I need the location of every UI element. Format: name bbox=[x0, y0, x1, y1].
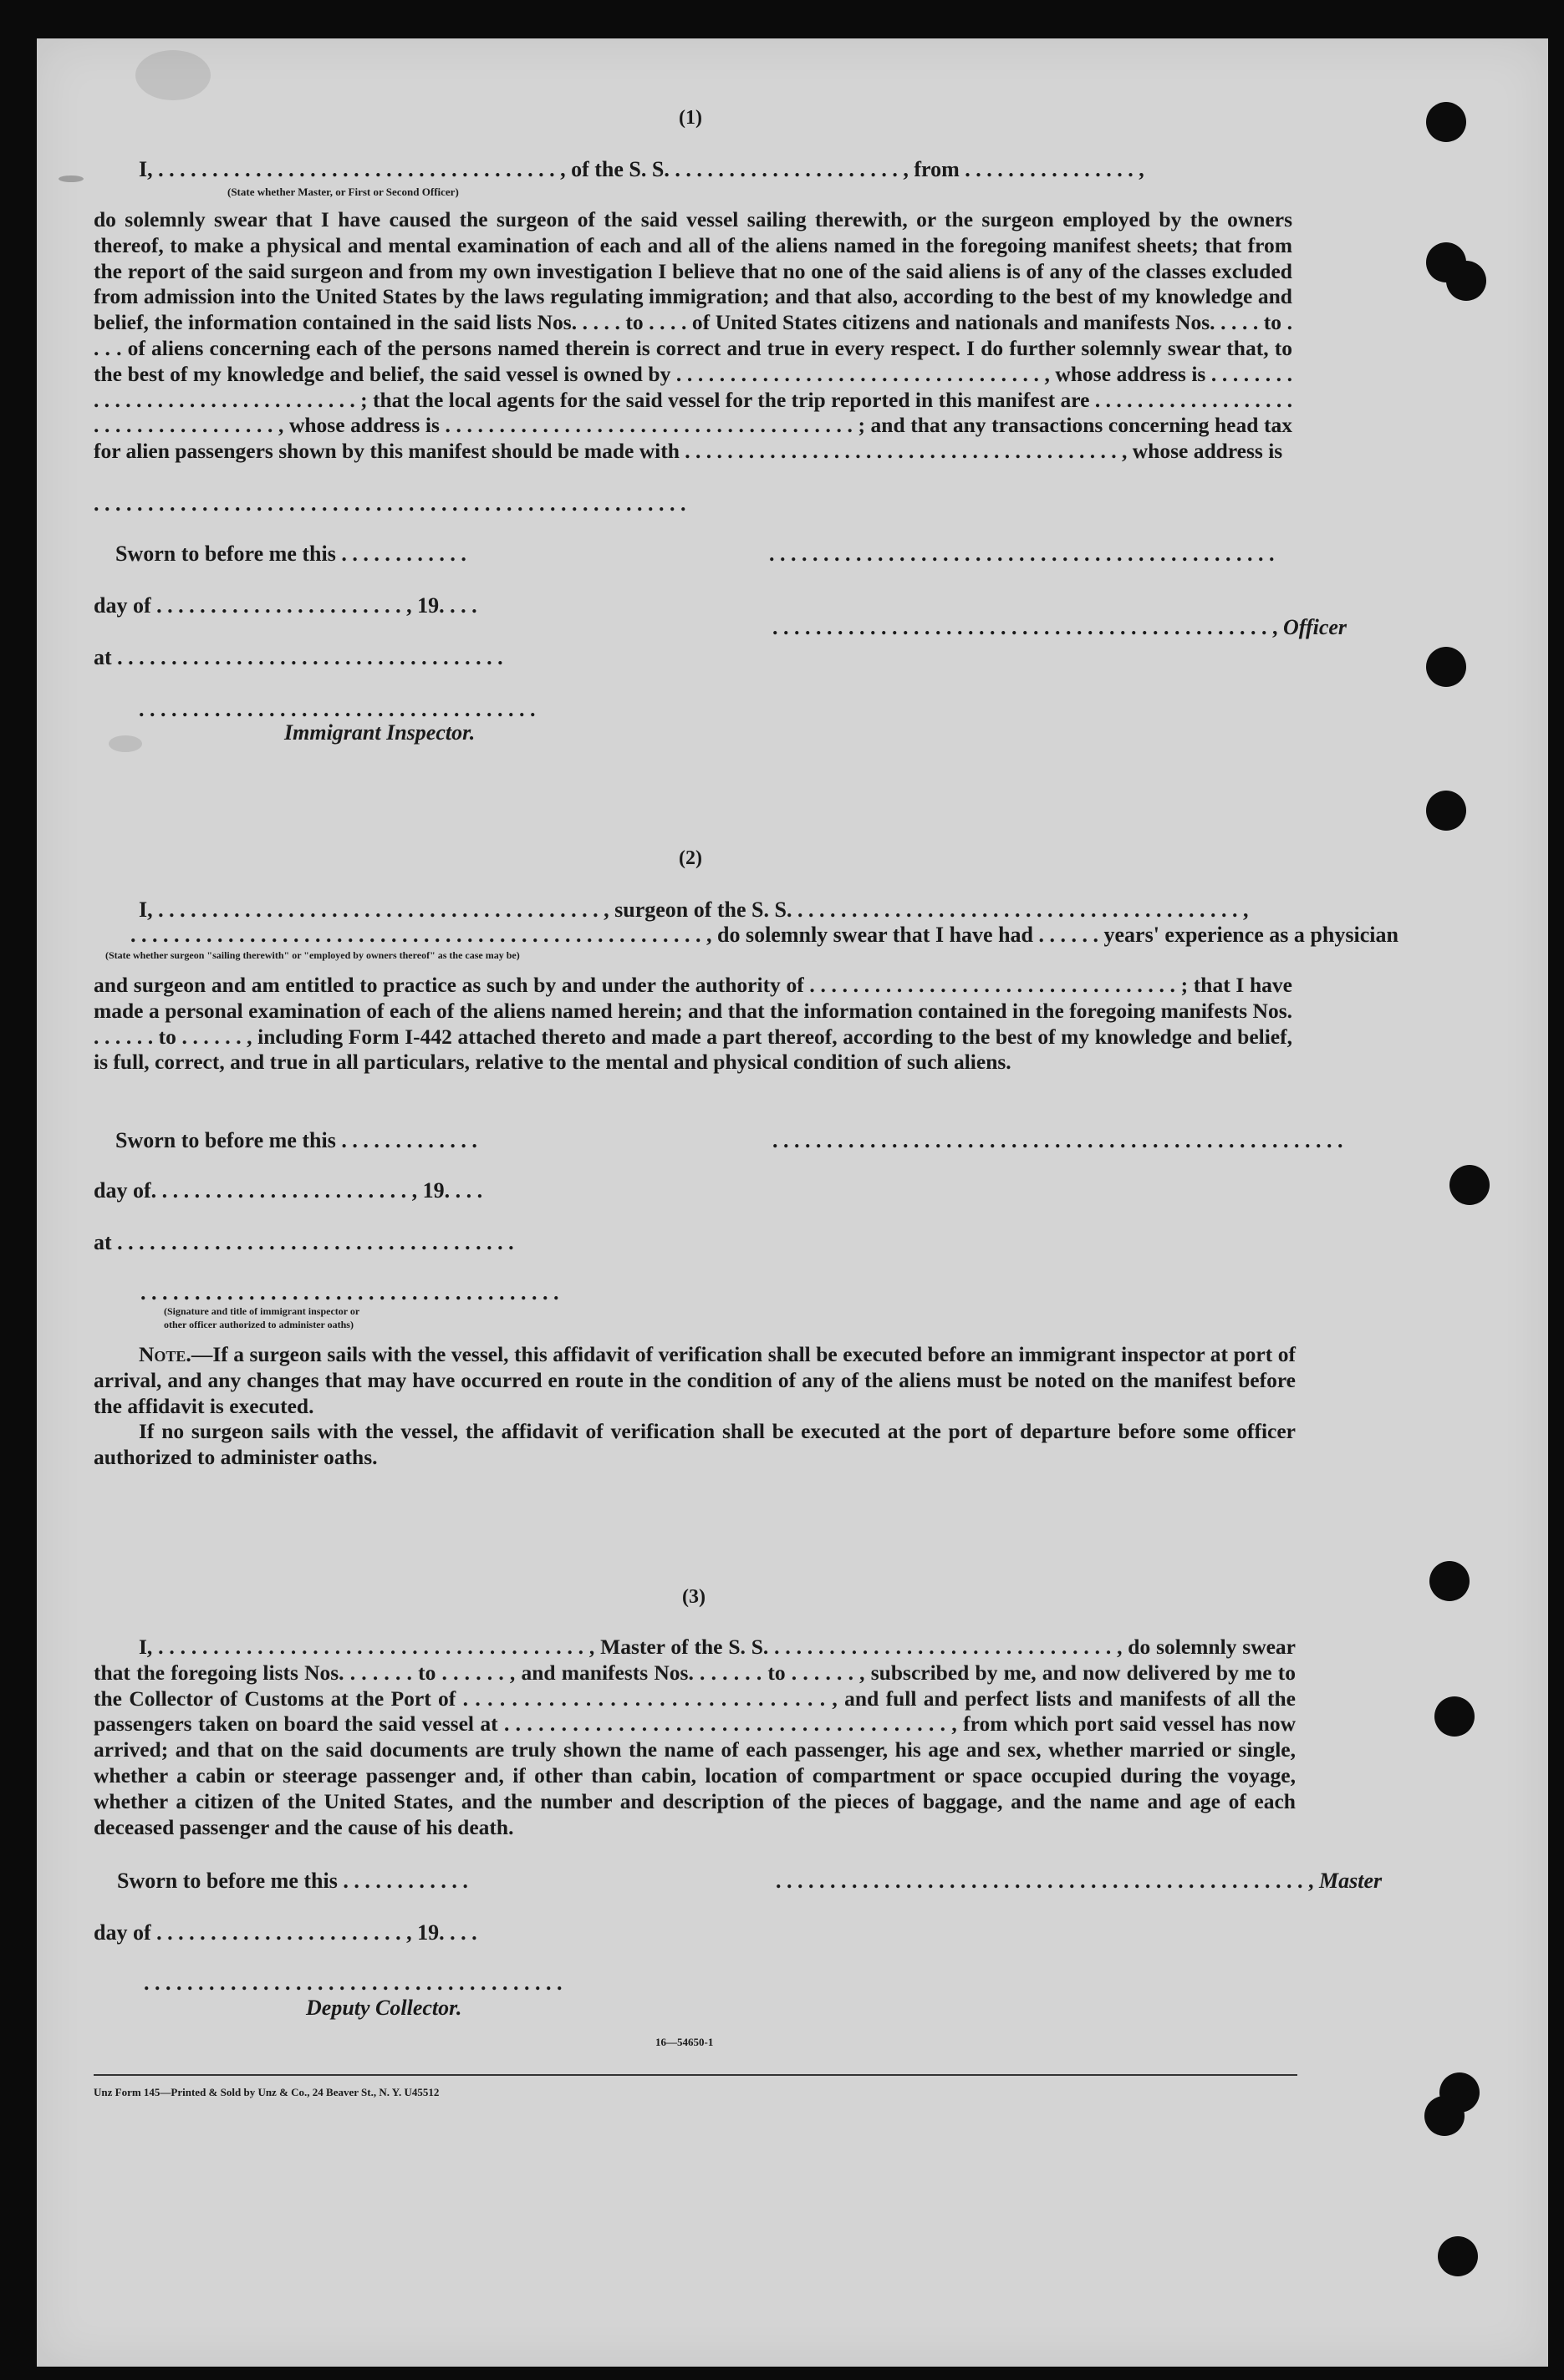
section-1-at: at . . . . . . . . . . . . . . . . . . . . . . . . . . . . . . . . . . . . bbox=[94, 645, 503, 669]
form-number: 16—54650-1 bbox=[655, 2036, 714, 2048]
section-3-master-line: . . . . . . . . . . . . . . . . . . . . . . . . . . . . . . . . . . . . . . . . . . . . . . . . . , Master bbox=[776, 1869, 1383, 1893]
section-1-paragraph: do solemnly swear that I have caused the surgeon of the said vessel sailing therewith, or the surgeon employed by the owners thereof, to make a physical and mental examination of each and all of the aliens named in the foregoing manifest sheets; that from the report of the said surgeon and from my own investigation I believe that no one of the said aliens is of any of the classes excluded from admission into the United States by the laws regulating immigration; and that also, according to the best of my knowledge and belief, the information contained in the said lists Nos. . . . . to . . . . of United States citizens and nationals and manifests Nos. . . . . to . . . . of aliens concerning each of the persons named therein is correct and true in every respect. I do further solemnly swear that, to the best of my knowledge and belief, the said vessel is owned by . . . . . . . . . . . . . . . . . . . . . . . . . . . . . . . . . . , whose address is . . . . . . . . . . . . . . . . . . . . . . . . . . . . . . . . . ; that the local agents for the said vessel for the trip reported in this manifest are . . . . . . . . . . . . . . . . . . . . . . . . . . . . . . . . . . . . , whose address is . . . . . . . . . . . . . . . . . . . . . . . . . . . . . . . . . . . . . . ; and that any transactions concerning head tax for alien passengers shown by this manifest should be made with . . . . . . . . . . . . . . . . . . . . . . . . . . . . . . . . . . . . . . . . . , whose address is bbox=[94, 207, 1292, 464]
section-2-sig-caption-2: other officer authorized to administer oaths) bbox=[164, 1319, 354, 1330]
master-label: Master bbox=[1319, 1869, 1383, 1893]
section-2-sig-caption-1: (Signature and title of immigrant inspector or bbox=[164, 1305, 360, 1317]
punch-hole-5 bbox=[1426, 791, 1466, 831]
section-2-signature-dots: . . . . . . . . . . . . . . . . . . . . . . . . . . . . . . . . . . . . . . . . . . . . . . . . . . . . . bbox=[772, 1128, 1343, 1152]
punch-hole-4 bbox=[1426, 647, 1466, 687]
section-1-officer-line: . . . . . . . . . . . . . . . . . . . . . . . . . . . . . . . . . . . . . . . . . . . . . . , Officer bbox=[772, 615, 1347, 639]
punch-hole-7 bbox=[1429, 1561, 1470, 1601]
section-2-line-2-note: (State whether surgeon "sailing therewith" or "employed by owners thereof" as the case may be) bbox=[105, 949, 520, 961]
section-3-collector-dots: . . . . . . . . . . . . . . . . . . . . . . . . . . . . . . . . . . . . . . . bbox=[144, 1971, 563, 1995]
section-3-sworn: Sworn to before me this . . . . . . . . . . . . bbox=[117, 1869, 468, 1893]
section-1-line-1: I, . . . . . . . . . . . . . . . . . . . . . . . . . . . . . . . . . . . . . , of the S. S. . . . . . . . . . . . . . . . . . . . . . , from . . . . . . . . . . . . . . . . , bbox=[139, 157, 1144, 181]
footer-imprint: Unz Form 145—Printed & Sold by Unz & Co., 24 Beaver St., N. Y. U45512 bbox=[94, 2086, 440, 2098]
section-2-day: day of. . . . . . . . . . . . . . . . . . . . . . . . , 19. . . . bbox=[94, 1178, 483, 1203]
section-2-at: at . . . . . . . . . . . . . . . . . . . . . . . . . . . . . . . . . . . . . bbox=[94, 1230, 514, 1254]
punch-hole-6 bbox=[1449, 1165, 1490, 1205]
ink-smudge bbox=[59, 175, 84, 182]
section-2-line-1: I, . . . . . . . . . . . . . . . . . . . . . . . . . . . . . . . . . . . . . . . . . , surgeon of the S. S. . . . . . . . . . . . . . . . . . . . . . . . . . . . . . . . . . . . . . . . . . , bbox=[139, 898, 1249, 922]
footer-rule bbox=[94, 2074, 1297, 2076]
punch-hole-10 bbox=[1424, 2096, 1465, 2136]
section-3-paragraph: I, . . . . . . . . . . . . . . . . . . . . . . . . . . . . . . . . . . . . . . . , Master of the S. S. . . . . . . . . . . . . . . . . . . . . . . . . . . . . . . . , do solemnly swear that the foregoing lists Nos. . . . . . . to . . . . . . , and manifests Nos. . . . . . . to . . . . . . , subscribed by me, and now delivered by me to the Collector of Customs at the Port of . . . . . . . . . . . . . . . . . . . . . . . . . . . . . . , and full and perfect lists and manifests of all the passengers taken on board the said vessel at . . . . . . . . . . . . . . . . . . . . . . . . . . . . . . . . . . . . . . . , from which port said vessel has now arrived; and that on the said documents are truly shown the name of each passenger, his age and sex, whether married or single, whether a cabin or steerage passenger and, if other than cabin, location of compartment or space occupied during the voyage, whether a citizen of the United States, and the number and description of the pieces of baggage, and the name and age of each deceased passenger and the cause of his death. bbox=[94, 1635, 1296, 1839]
section-1-signature-dots: . . . . . . . . . . . . . . . . . . . . . . . . . . . . . . . . . . . . . . . . . . . . . . . bbox=[769, 542, 1275, 566]
section-1-sworn: Sworn to before me this . . . . . . . . . . . . bbox=[115, 542, 466, 566]
section-3-collector-caption: Deputy Collector. bbox=[306, 1996, 462, 2020]
ink-smudge bbox=[135, 50, 211, 100]
punch-hole-11 bbox=[1438, 2236, 1478, 2276]
section-2-note-2: If no surgeon sails with the vessel, the affidavit of verification shall be executed at the port of departure before some officer authorized to administer oaths. bbox=[94, 1419, 1296, 1469]
section-2-sworn: Sworn to before me this . . . . . . . . . . . . . bbox=[115, 1128, 477, 1152]
section-2-line-2: . . . . . . . . . . . . . . . . . . . . . . . . . . . . . . . . . . . . . . . . . . . . . . . . . . . . . , do solemnly swear that I have had . . . . . . years' experience as a physician bbox=[130, 923, 1398, 947]
punch-hole-8 bbox=[1434, 1696, 1475, 1737]
officer-label: Officer bbox=[1283, 615, 1347, 639]
section-3-day: day of . . . . . . . . . . . . . . . . . . . . . . . , 19. . . . bbox=[94, 1920, 477, 1945]
section-1-inspector-dots: . . . . . . . . . . . . . . . . . . . . . . . . . . . . . . . . . . . . . bbox=[139, 697, 536, 721]
note-text: —If a surgeon sails with the vessel, this affidavit of verification shall be executed before an immigrant inspector at port of arrival, and any changes that may have occurred en route in the condition of any of the aliens must be noted on the manifest before the affidavit is executed. bbox=[94, 1342, 1296, 1418]
punch-hole-1 bbox=[1426, 102, 1466, 142]
punch-hole-3 bbox=[1446, 261, 1486, 301]
section-2-number: (2) bbox=[679, 847, 702, 869]
section-1-day: day of . . . . . . . . . . . . . . . . . . . . . . . , 19. . . . bbox=[94, 593, 477, 618]
section-3-number: (3) bbox=[682, 1586, 706, 1608]
section-1-tail-dots: . . . . . . . . . . . . . . . . . . . . . . . . . . . . . . . . . . . . . . . . . . . . . . . . . . . . . . . bbox=[94, 491, 686, 516]
ink-smudge bbox=[109, 735, 142, 752]
section-2-sig-dots: . . . . . . . . . . . . . . . . . . . . . . . . . . . . . . . . . . . . . . . bbox=[140, 1280, 559, 1304]
section-1-line-1-note: (State whether Master, or First or Second Officer) bbox=[227, 186, 459, 198]
section-2-note bbox=[94, 1342, 1296, 1419]
section-1-inspector-caption: Immigrant Inspector. bbox=[284, 720, 476, 745]
section-1-number: (1) bbox=[679, 107, 702, 129]
section-2-paragraph: and surgeon and am entitled to practice as such by and under the authority of . . . . . . . . . . . . . . . . . . . . . . . . . . . . . . . . . . ; that I have made a personal examination of each of the aliens named herein; and that the information contained in the foregoing manifests Nos. . . . . . . to . . . . . . , including Form I-442 attached thereto and made a part thereof, according to the best of my knowledge and belief, is full, correct, and true in all particulars, relative to the mental and physical condition of such aliens. bbox=[94, 973, 1292, 1075]
note-label: Note. bbox=[139, 1342, 191, 1366]
